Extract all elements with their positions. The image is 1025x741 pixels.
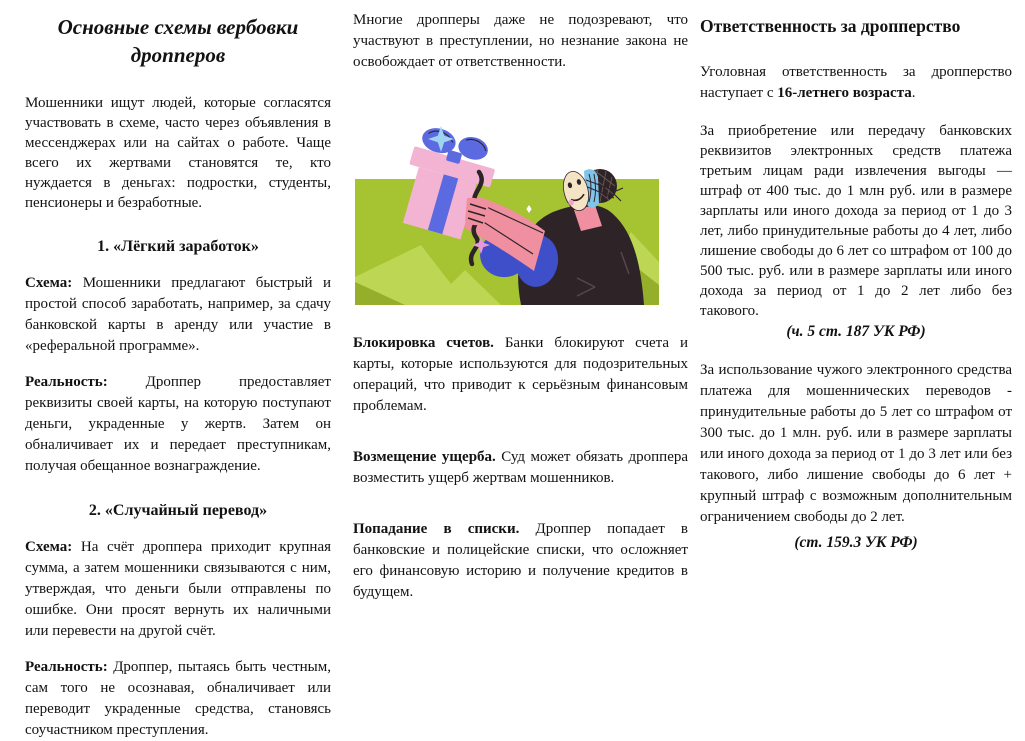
consequence-text: Банки блокируют счета и карты, которые используются для подозрительных операций, что приводит к серьёзным финансовым проблемам. — [353, 335, 688, 414]
consequence-label: Блокировка счетов. — [353, 335, 494, 351]
right-column — [700, 0, 1012, 554]
reality-text: Дроппер предоставляет реквизиты своей карты, на которую поступают деньги, украденные у жертв. Затем он обналичивает их и передает преступникам, получая обещанное вознаграждение. — [25, 374, 331, 475]
recruitment-intro-paragraph: Мошенники ищут людей, которые согласятся участвовать в схеме, часто через объявления в мессенджерах или на сайтах о работе. Чаще всего их жертвами становятся те, кто нуждается в деньгах: подростки, студенты, пенсионеры и безработные. — [25, 95, 331, 212]
age-text-before: Уголовная ответственность за дропперство наступает с — [700, 63, 1012, 101]
law-reference-159: (ст. 159.3 УК РФ) — [794, 533, 918, 551]
consequence-paragraph-blocking — [353, 333, 688, 417]
scheme-label: Схема: — [25, 539, 73, 556]
section-heading-easy-money: 1. «Лёгкий заработок» — [97, 238, 259, 256]
middle-column — [353, 0, 688, 603]
age-bold-text: 16-летнего возраста — [777, 84, 912, 101]
illustration-canvas — [353, 114, 663, 310]
consequence-text: Суд может обязать дроппера возместить ущерб жертвам мошенников. — [353, 449, 689, 486]
ignorance-intro-paragraph: Многие дропперы даже не подозревают, что участвуют в преступлении, но незнание закона не освобождает от ответственности. — [353, 12, 688, 70]
law-reference-187: (ч. 5 ст. 187 УК РФ) — [786, 322, 926, 340]
reality-paragraph-2 — [25, 657, 331, 741]
scheme-paragraph-1 — [25, 273, 331, 357]
consequence-paragraph-damages — [353, 447, 688, 489]
reality-label: Реальность: — [25, 659, 108, 676]
consequence-text: Дроппер попадает в банковские и полицейские списки, что осложняет его финансовую историю и получение кредитов в будущем. — [353, 521, 689, 600]
consequence-paragraph-blacklists — [353, 519, 688, 603]
section-heading-accidental-transfer: 2. «Случайный перевод» — [88, 502, 268, 520]
age-text-after: . — [911, 84, 916, 101]
age-paragraph — [700, 62, 1012, 104]
law-paragraph-187: За приобретение или передачу банковских реквизитов электронных средств платежа третьим лицам ради извлечения выгоды — штраф от 400 тыс. до 1 млн руб. или в размере зарплаты или иного дохода за период от 1 до 3 лет, либо принудительные работы до 4 лет, либо лишение свободы до 6 лет со штрафом от 100 до 500 тыс. руб. или в размере зарплаты или иного дохода за период от 1 до 2 лет либо без такового. — [700, 122, 1012, 319]
left-column — [25, 0, 331, 741]
scheme-label: Схема: — [25, 275, 73, 292]
reality-paragraph-1 — [25, 372, 331, 477]
scheme-paragraph-2 — [25, 537, 331, 642]
law-paragraph-159: За использование чужого электронного средства платежа для мошеннических переводов - принудительные работы до 5 лет со штрафом от 300 тыс. до 1 млн. руб. или в размере зарплаты или иного дохода за период от 1 до 3 лет или без такового, либо лишение свободы до 6 лет + крупный штраф с возможным дополнительным ограничением свободы до 2 лет. — [700, 361, 1012, 525]
scheme-text: На счёт дроппера приходит крупная сумма, а затем мошенники связываются с ним, утверждая, что деньги были отправлены по ошибке. Они просят вернуть их наличными или перевести на другой счёт. — [25, 539, 331, 640]
scheme-text: Мошенники предлагают быстрый и простой способ заработать, например, за сдачу банковской карты в аренду или участие в «реферальной программе». — [25, 275, 331, 355]
reality-text: Дроппер, пытаясь быть честным, сам того не осознавая, обналичивает или переводит украденные средства, становясь соучастником преступления. — [25, 659, 332, 739]
consequence-label: Попадание в списки. — [353, 521, 520, 537]
responsibility-heading: Ответственность за дропперство — [700, 16, 961, 36]
consequence-label: Возмещение ущерба. — [353, 449, 496, 465]
brochure-title: Основные схемы вербовки дропперов — [57, 15, 299, 67]
reality-label: Реальность: — [25, 374, 108, 391]
masked-person-gift-illustration — [353, 114, 663, 310]
